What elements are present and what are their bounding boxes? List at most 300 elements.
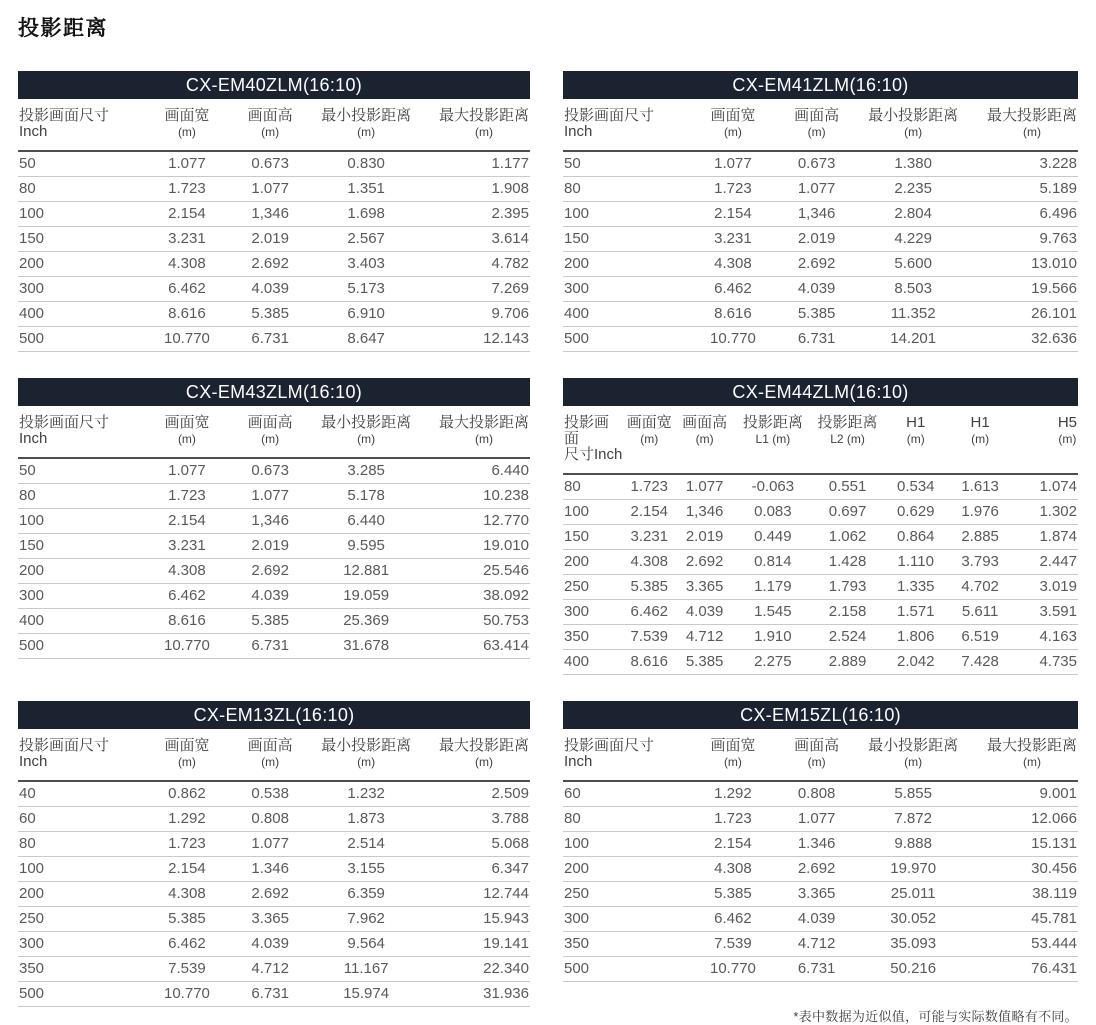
cell: 300 bbox=[563, 277, 689, 302]
table-row bbox=[563, 932, 1078, 957]
cell: 6.462 bbox=[625, 600, 674, 625]
cell: 1.077 bbox=[777, 807, 857, 832]
cell: 11.167 bbox=[310, 957, 423, 982]
cell: 4.039 bbox=[230, 932, 309, 957]
column-header: 投影画面尺寸 Inch bbox=[18, 99, 143, 151]
cell: 8.616 bbox=[143, 609, 230, 634]
cell: 1.074 bbox=[1014, 474, 1078, 500]
cell: 5.600 bbox=[857, 252, 970, 277]
model-title: CX-EM41ZLM(16:10) bbox=[563, 71, 1078, 99]
cell: 1.723 bbox=[143, 832, 230, 857]
cell: 1.077 bbox=[230, 484, 309, 509]
table-row bbox=[18, 559, 530, 584]
column-header: H1 (m) bbox=[885, 406, 947, 474]
table-slot-2 bbox=[563, 71, 1078, 352]
cell: 19.059 bbox=[310, 584, 423, 609]
cell: 6.462 bbox=[689, 907, 777, 932]
cell: 400 bbox=[18, 302, 143, 327]
cell: 10.770 bbox=[689, 957, 777, 982]
cell: 9.706 bbox=[422, 302, 530, 327]
table-row bbox=[563, 600, 1078, 625]
cell: 350 bbox=[18, 957, 143, 982]
column-header: 投影画面尺寸 Inch bbox=[563, 99, 689, 151]
cell: 80 bbox=[563, 474, 625, 500]
cell: 10.238 bbox=[422, 484, 530, 509]
cell: 7.539 bbox=[689, 932, 777, 957]
cell: 76.431 bbox=[970, 957, 1078, 982]
cell: 60 bbox=[563, 781, 689, 807]
cell: 2.692 bbox=[777, 857, 857, 882]
column-header: 投影画面尺寸 Inch bbox=[18, 729, 143, 781]
column-header: 投影画面尺寸 Inch bbox=[563, 729, 689, 781]
cell: 19.010 bbox=[422, 534, 530, 559]
cell: 2.019 bbox=[777, 227, 857, 252]
spec-data-table bbox=[563, 729, 1078, 982]
column-header: 画面高 (m) bbox=[230, 729, 309, 781]
cell: 2.514 bbox=[310, 832, 423, 857]
cell: 2.154 bbox=[689, 832, 777, 857]
cell: 3.591 bbox=[1014, 600, 1078, 625]
model-title: CX-EM13ZL(16:10) bbox=[18, 701, 530, 729]
column-header: 最小投影距离 (m) bbox=[310, 729, 423, 781]
cell: 3.788 bbox=[422, 807, 530, 832]
cell: 9.564 bbox=[310, 932, 423, 957]
cell: 50.753 bbox=[422, 609, 530, 634]
spec-data-table bbox=[563, 406, 1078, 675]
cell: 0.551 bbox=[810, 474, 885, 500]
cell: 1.613 bbox=[947, 474, 1014, 500]
cell: 3.019 bbox=[1014, 575, 1078, 600]
cell: 5.385 bbox=[625, 575, 674, 600]
cell: 4.039 bbox=[777, 907, 857, 932]
cell: 6.496 bbox=[970, 202, 1078, 227]
spec-table-cx-em15zl-16-10 bbox=[563, 701, 1078, 982]
column-header: 最小投影距离 (m) bbox=[310, 406, 423, 458]
cell: 4.039 bbox=[230, 277, 309, 302]
cell: 2.889 bbox=[810, 650, 885, 675]
cell: 1.874 bbox=[1014, 525, 1078, 550]
cell: 3.231 bbox=[143, 534, 230, 559]
model-title: CX-EM44ZLM(16:10) bbox=[563, 378, 1078, 406]
cell: 0.673 bbox=[777, 151, 857, 177]
cell: 1.077 bbox=[143, 458, 230, 484]
cell: 1.292 bbox=[689, 781, 777, 807]
table-row bbox=[563, 550, 1078, 575]
table-row bbox=[563, 202, 1078, 227]
cell: 1.062 bbox=[810, 525, 885, 550]
cell: 2.524 bbox=[810, 625, 885, 650]
column-header: 最小投影距离 (m) bbox=[310, 99, 423, 151]
cell: 2.154 bbox=[625, 500, 674, 525]
table-row bbox=[563, 252, 1078, 277]
table-row bbox=[18, 609, 530, 634]
table-row bbox=[18, 584, 530, 609]
cell: 0.808 bbox=[230, 807, 309, 832]
table-row bbox=[18, 634, 530, 659]
cell: 6.462 bbox=[689, 277, 777, 302]
cell: 2.235 bbox=[857, 177, 970, 202]
cell: -0.063 bbox=[736, 474, 811, 500]
cell: 6.910 bbox=[310, 302, 423, 327]
cell: 200 bbox=[563, 252, 689, 277]
table-row bbox=[563, 957, 1078, 982]
table-row bbox=[563, 832, 1078, 857]
cell: 9.001 bbox=[970, 781, 1078, 807]
table-row bbox=[18, 932, 530, 957]
cell: 350 bbox=[563, 625, 625, 650]
column-header: 最大投影距离 (m) bbox=[970, 729, 1078, 781]
cell: 2.019 bbox=[674, 525, 736, 550]
cell: 1.723 bbox=[689, 807, 777, 832]
table-row bbox=[563, 781, 1078, 807]
cell: 0.814 bbox=[736, 550, 811, 575]
spec-table-cx-em43zlm-16-10 bbox=[18, 378, 530, 659]
cell: 1.976 bbox=[947, 500, 1014, 525]
cell: 40 bbox=[18, 781, 143, 807]
header-row bbox=[18, 406, 530, 458]
cell: 6.731 bbox=[777, 957, 857, 982]
cell: 500 bbox=[563, 327, 689, 352]
cell: 6.347 bbox=[422, 857, 530, 882]
cell: 2.692 bbox=[230, 882, 309, 907]
cell: 300 bbox=[563, 600, 625, 625]
cell: 1.698 bbox=[310, 202, 423, 227]
cell: 100 bbox=[563, 832, 689, 857]
cell: 50.216 bbox=[857, 957, 970, 982]
table-row bbox=[18, 982, 530, 1007]
cell: 300 bbox=[18, 277, 143, 302]
cell: 3.365 bbox=[230, 907, 309, 932]
cell: 3.614 bbox=[422, 227, 530, 252]
spec-data-table bbox=[563, 99, 1078, 352]
cell: 4.308 bbox=[625, 550, 674, 575]
cell: 5.385 bbox=[143, 907, 230, 932]
table-row bbox=[563, 177, 1078, 202]
cell: 12.066 bbox=[970, 807, 1078, 832]
cell: 4.712 bbox=[777, 932, 857, 957]
cell: 100 bbox=[563, 202, 689, 227]
cell: 150 bbox=[563, 227, 689, 252]
cell: 0.449 bbox=[736, 525, 811, 550]
cell: 6.519 bbox=[947, 625, 1014, 650]
cell: 4.308 bbox=[689, 857, 777, 882]
cell: 1.292 bbox=[143, 807, 230, 832]
header-row bbox=[563, 99, 1078, 151]
cell: 10.770 bbox=[143, 634, 230, 659]
cell: 4.782 bbox=[422, 252, 530, 277]
column-header: 画面宽 (m) bbox=[143, 99, 230, 151]
column-header: H1 (m) bbox=[947, 406, 1014, 474]
header-row bbox=[18, 99, 530, 151]
cell: 7.539 bbox=[143, 957, 230, 982]
cell: 0.083 bbox=[736, 500, 811, 525]
cell: 2.154 bbox=[689, 202, 777, 227]
cell: 5.189 bbox=[970, 177, 1078, 202]
cell: 7.269 bbox=[422, 277, 530, 302]
cell: 200 bbox=[563, 550, 625, 575]
cell: 1.428 bbox=[810, 550, 885, 575]
cell: 5.385 bbox=[674, 650, 736, 675]
cell: 1.873 bbox=[310, 807, 423, 832]
cell: 500 bbox=[18, 327, 143, 352]
cell: 7.872 bbox=[857, 807, 970, 832]
page-title: 投影距离 bbox=[18, 17, 108, 40]
cell: 6.731 bbox=[230, 982, 309, 1007]
cell: 8.616 bbox=[689, 302, 777, 327]
table-row bbox=[563, 474, 1078, 500]
cell: 50 bbox=[18, 151, 143, 177]
table-row bbox=[563, 525, 1078, 550]
cell: 1.077 bbox=[777, 177, 857, 202]
column-header: 画面宽 (m) bbox=[143, 729, 230, 781]
cell: 4.039 bbox=[674, 600, 736, 625]
cell: 5.385 bbox=[777, 302, 857, 327]
cell: 3.793 bbox=[947, 550, 1014, 575]
cell: 0.864 bbox=[885, 525, 947, 550]
cell: 0.629 bbox=[885, 500, 947, 525]
cell: 400 bbox=[18, 609, 143, 634]
spec-table-cx-em40zlm-16-10 bbox=[18, 71, 530, 352]
table-row bbox=[18, 458, 530, 484]
cell: 4.308 bbox=[143, 559, 230, 584]
cell: 2.567 bbox=[310, 227, 423, 252]
table-row bbox=[18, 151, 530, 177]
cell: 500 bbox=[18, 982, 143, 1007]
cell: 12.143 bbox=[422, 327, 530, 352]
cell: 3.365 bbox=[674, 575, 736, 600]
cell: 1.380 bbox=[857, 151, 970, 177]
column-header: 投影距离 L2 (m) bbox=[810, 406, 885, 474]
spec-data-table bbox=[18, 729, 530, 1007]
table-row bbox=[18, 832, 530, 857]
cell: 4.308 bbox=[143, 882, 230, 907]
table-row bbox=[563, 650, 1078, 675]
cell: 25.369 bbox=[310, 609, 423, 634]
cell: 300 bbox=[18, 932, 143, 957]
cell: 80 bbox=[563, 177, 689, 202]
cell: 12.744 bbox=[422, 882, 530, 907]
table-row bbox=[18, 227, 530, 252]
spec-table-cx-em41zlm-16-10 bbox=[563, 71, 1078, 352]
cell: 0.697 bbox=[810, 500, 885, 525]
cell: 1,346 bbox=[674, 500, 736, 525]
table-row bbox=[18, 277, 530, 302]
spec-data-table bbox=[18, 99, 530, 352]
spec-data-table bbox=[18, 406, 530, 659]
table-row bbox=[18, 252, 530, 277]
cell: 4.702 bbox=[947, 575, 1014, 600]
table-row bbox=[18, 202, 530, 227]
cell: 38.092 bbox=[422, 584, 530, 609]
cell: 1.232 bbox=[310, 781, 423, 807]
cell: 80 bbox=[18, 484, 143, 509]
cell: 8.616 bbox=[625, 650, 674, 675]
table-row bbox=[563, 882, 1078, 907]
table-row bbox=[18, 534, 530, 559]
cell: 1.077 bbox=[674, 474, 736, 500]
cell: 1.793 bbox=[810, 575, 885, 600]
cell: 1.571 bbox=[885, 600, 947, 625]
column-header: 画面高 (m) bbox=[777, 729, 857, 781]
cell: 250 bbox=[18, 907, 143, 932]
cell: 1.908 bbox=[422, 177, 530, 202]
cell: 8.503 bbox=[857, 277, 970, 302]
cell: 1.077 bbox=[689, 151, 777, 177]
cell: 7.962 bbox=[310, 907, 423, 932]
table-row bbox=[563, 327, 1078, 352]
cell: 10.770 bbox=[689, 327, 777, 352]
cell: 14.201 bbox=[857, 327, 970, 352]
cell: 6.731 bbox=[230, 634, 309, 659]
cell: 2.158 bbox=[810, 600, 885, 625]
spec-table-cx-em44zlm-16-10 bbox=[563, 378, 1078, 675]
table-slot-4 bbox=[563, 378, 1078, 675]
cell: 1.077 bbox=[143, 151, 230, 177]
cell: 80 bbox=[18, 832, 143, 857]
table-row bbox=[18, 327, 530, 352]
cell: 60 bbox=[18, 807, 143, 832]
cell: 3.285 bbox=[310, 458, 423, 484]
cell: 150 bbox=[563, 525, 625, 550]
column-header: 投影画面 尺寸Inch bbox=[563, 406, 625, 474]
cell: 2.019 bbox=[230, 534, 309, 559]
table-row bbox=[18, 302, 530, 327]
cell: 400 bbox=[563, 302, 689, 327]
cell: 5.385 bbox=[689, 882, 777, 907]
cell: 5.173 bbox=[310, 277, 423, 302]
cell: 2.692 bbox=[230, 252, 309, 277]
cell: 2.395 bbox=[422, 202, 530, 227]
cell: 8.647 bbox=[310, 327, 423, 352]
cell: 0.538 bbox=[230, 781, 309, 807]
cell: 9.763 bbox=[970, 227, 1078, 252]
cell: 6.731 bbox=[777, 327, 857, 352]
cell: 19.566 bbox=[970, 277, 1078, 302]
model-title: CX-EM15ZL(16:10) bbox=[563, 701, 1078, 729]
cell: 80 bbox=[18, 177, 143, 202]
cell: 4.308 bbox=[143, 252, 230, 277]
cell: 4.039 bbox=[230, 584, 309, 609]
column-header: 最大投影距离 (m) bbox=[422, 99, 530, 151]
cell: 53.444 bbox=[970, 932, 1078, 957]
table-row bbox=[18, 807, 530, 832]
table-row bbox=[563, 500, 1078, 525]
cell: 1.723 bbox=[143, 177, 230, 202]
column-header: 最大投影距离 (m) bbox=[422, 406, 530, 458]
cell: 200 bbox=[18, 882, 143, 907]
cell: 100 bbox=[18, 509, 143, 534]
table-row bbox=[18, 882, 530, 907]
cell: 19.141 bbox=[422, 932, 530, 957]
cell: 7.428 bbox=[947, 650, 1014, 675]
table-row bbox=[563, 857, 1078, 882]
cell: 15.943 bbox=[422, 907, 530, 932]
cell: 200 bbox=[563, 857, 689, 882]
cell: 2.885 bbox=[947, 525, 1014, 550]
cell: 22.340 bbox=[422, 957, 530, 982]
cell: 25.546 bbox=[422, 559, 530, 584]
cell: 350 bbox=[563, 932, 689, 957]
cell: 2.692 bbox=[230, 559, 309, 584]
cell: 150 bbox=[18, 534, 143, 559]
column-header: 最大投影距离 (m) bbox=[422, 729, 530, 781]
cell: 30.052 bbox=[857, 907, 970, 932]
cell: 2.154 bbox=[143, 202, 230, 227]
table-row bbox=[563, 575, 1078, 600]
cell: 6.462 bbox=[143, 277, 230, 302]
footnote: *表中数据为近似值，可能与实际数值略有不同。 bbox=[793, 1009, 1078, 1024]
cell: 1.351 bbox=[310, 177, 423, 202]
table-row bbox=[563, 807, 1078, 832]
cell: 250 bbox=[563, 575, 625, 600]
cell: 2.509 bbox=[422, 781, 530, 807]
cell: 1.346 bbox=[230, 857, 309, 882]
cell: 250 bbox=[563, 882, 689, 907]
cell: 30.456 bbox=[970, 857, 1078, 882]
cell: 4.735 bbox=[1014, 650, 1078, 675]
table-slot-6 bbox=[563, 701, 1078, 1025]
cell: 15.131 bbox=[970, 832, 1078, 857]
cell: 1.806 bbox=[885, 625, 947, 650]
cell: 3.365 bbox=[777, 882, 857, 907]
cell: 6.731 bbox=[230, 327, 309, 352]
cell: 1.910 bbox=[736, 625, 811, 650]
cell: 8.616 bbox=[143, 302, 230, 327]
cell: 3.403 bbox=[310, 252, 423, 277]
cell: 12.770 bbox=[422, 509, 530, 534]
cell: 4.308 bbox=[689, 252, 777, 277]
cell: 5.178 bbox=[310, 484, 423, 509]
cell: 4.163 bbox=[1014, 625, 1078, 650]
cell: 150 bbox=[18, 227, 143, 252]
cell: 1.177 bbox=[422, 151, 530, 177]
column-header: 画面高 (m) bbox=[777, 99, 857, 151]
column-header: 画面宽 (m) bbox=[689, 99, 777, 151]
cell: 4.712 bbox=[674, 625, 736, 650]
cell: 2.804 bbox=[857, 202, 970, 227]
cell: 2.154 bbox=[143, 857, 230, 882]
table-row bbox=[563, 302, 1078, 327]
cell: 1.077 bbox=[230, 177, 309, 202]
cell: 300 bbox=[563, 907, 689, 932]
column-header: 最大投影距离 (m) bbox=[970, 99, 1078, 151]
cell: 11.352 bbox=[857, 302, 970, 327]
cell: 1.723 bbox=[143, 484, 230, 509]
cell: 2.042 bbox=[885, 650, 947, 675]
column-header: 画面高 (m) bbox=[230, 99, 309, 151]
cell: 200 bbox=[18, 559, 143, 584]
cell: 13.010 bbox=[970, 252, 1078, 277]
cell: 3.155 bbox=[310, 857, 423, 882]
table-row bbox=[18, 857, 530, 882]
column-header: 最小投影距离 (m) bbox=[857, 729, 970, 781]
cell: 0.808 bbox=[777, 781, 857, 807]
header-row bbox=[563, 729, 1078, 781]
cell: 50 bbox=[18, 458, 143, 484]
spec-table-cx-em13zl-16-10 bbox=[18, 701, 530, 1007]
cell: 300 bbox=[18, 584, 143, 609]
cell: 3.231 bbox=[689, 227, 777, 252]
cell: 25.011 bbox=[857, 882, 970, 907]
column-header: 画面高 (m) bbox=[674, 406, 736, 474]
cell: 2.275 bbox=[736, 650, 811, 675]
table-row bbox=[18, 177, 530, 202]
cell: 3.228 bbox=[970, 151, 1078, 177]
cell: 400 bbox=[563, 650, 625, 675]
column-header: 最小投影距离 (m) bbox=[857, 99, 970, 151]
cell: 100 bbox=[563, 500, 625, 525]
cell: 1,346 bbox=[777, 202, 857, 227]
